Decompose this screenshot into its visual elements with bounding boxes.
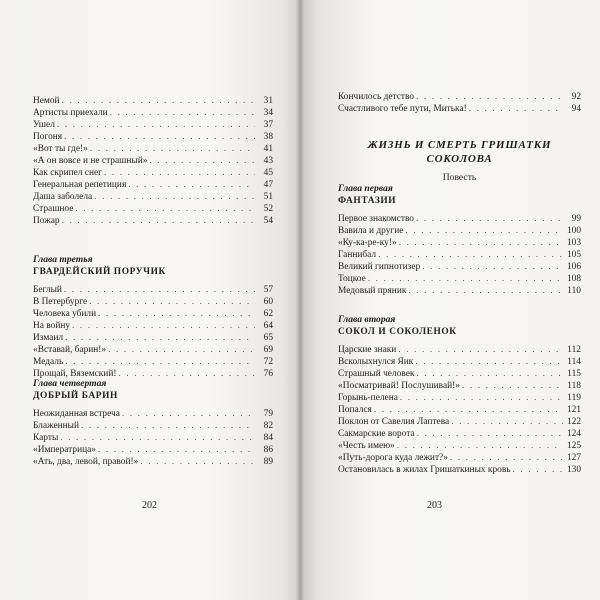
dot-leader: [94, 191, 255, 203]
chapter-label: Глава вторая: [338, 314, 396, 325]
dot-leader: [60, 432, 255, 444]
dot-leader: [368, 273, 563, 285]
toc-entry-page: 45: [263, 168, 273, 178]
dot-leader: [513, 464, 563, 476]
toc-entry-title: Как скрипел снег: [33, 168, 102, 178]
toc-entry: [33, 119, 273, 131]
page-number: 202: [142, 500, 157, 511]
toc-entry: [338, 344, 581, 356]
toc-entry: [338, 103, 581, 115]
toc-entry-title: Генеральная репетиция: [33, 180, 127, 190]
toc-entry-page: 64: [263, 321, 273, 331]
dot-leader: [104, 167, 255, 179]
toc-entry-title: Вавила и другие: [338, 226, 404, 236]
toc-entry-page: 130: [566, 465, 581, 475]
toc-entry-title: Сакмарские ворота: [338, 429, 415, 439]
toc-entry: [33, 356, 273, 368]
toc-entry: [338, 249, 581, 261]
toc-entry-title: «Ать, два, левой, правой!»: [33, 457, 139, 467]
toc-entry: [338, 285, 581, 297]
dot-leader: [81, 420, 255, 432]
toc-entry-page: 31: [263, 96, 273, 106]
toc-entry: [338, 392, 581, 404]
toc-entry-page: 125: [566, 441, 581, 451]
toc-entry-page: 122: [566, 417, 581, 427]
toc-entry-title: Поклон от Савелия Лаптева: [338, 417, 450, 427]
toc-entry-page: 65: [263, 333, 273, 343]
page-number: 203: [427, 500, 442, 511]
toc-entry-title: Страшный человек: [338, 369, 415, 379]
toc-entry-title: Ушел: [33, 120, 55, 130]
toc-entry-page: 62: [263, 309, 273, 319]
toc-entry-title: Кончилось детство: [338, 92, 415, 102]
toc-entry: [33, 167, 273, 179]
toc-entry: [33, 320, 273, 332]
toc-entry-title: Страшное: [33, 204, 74, 214]
toc-entry-page: 76: [263, 369, 273, 379]
toc-entry: [33, 95, 273, 107]
toc-entry-page: 54: [263, 216, 273, 226]
toc-entry-title: Погоня: [33, 132, 63, 142]
toc-entry-page: 100: [566, 226, 581, 236]
toc-entry-page: 60: [263, 297, 273, 307]
toc-entry: [33, 215, 273, 227]
toc-entry-title: Счастливого тебе пути, Митька!: [338, 104, 467, 114]
dot-leader: [415, 356, 563, 368]
toc-entry: [33, 444, 273, 456]
toc-entry-page: 41: [263, 144, 273, 154]
dot-leader: [469, 103, 563, 115]
toc-entry: [33, 344, 273, 356]
toc-entry-title: Человека убили: [33, 309, 97, 319]
dot-leader: [57, 119, 255, 131]
toc-entry: [338, 356, 581, 368]
toc-entry-page: 112: [567, 345, 581, 355]
toc-entry-title: Попался: [338, 405, 372, 415]
chapter-2-section: [338, 314, 581, 476]
toc-entry-page: 82: [263, 421, 273, 431]
chapter-title: ГВАРДЕЙСКИЙ ПОРУЧИК: [33, 267, 166, 277]
dot-leader: [75, 203, 255, 215]
toc-entry: [338, 452, 581, 464]
toc-entry-page: 119: [567, 393, 581, 403]
toc-entry-page: 127: [566, 453, 581, 463]
dot-leader: [90, 143, 255, 155]
toc-entry: [33, 191, 273, 203]
toc-entry-title: Измаил: [33, 333, 64, 343]
dot-leader: [451, 416, 563, 428]
toc-entry-title: Первое знакомство: [338, 214, 414, 224]
toc-entry: [338, 440, 581, 452]
toc-entry: [338, 404, 581, 416]
toc-entry-page: 34: [263, 108, 273, 118]
dot-leader: [450, 452, 563, 464]
toc-list: [338, 344, 581, 476]
toc-entry-title: Великий гипнотизер: [338, 262, 421, 272]
toc-entry: [33, 296, 273, 308]
dot-leader: [408, 285, 563, 297]
toc-entry-page: 121: [566, 405, 581, 415]
chapter-label: Глава первая: [338, 183, 393, 194]
dot-leader: [64, 284, 255, 296]
toc-entry-title: На войну: [33, 321, 71, 331]
toc-entry-title: «Путь-дорога куда лежит?»: [338, 453, 448, 463]
toc-entry-title: «Вот ты где!»: [33, 144, 88, 154]
dot-leader: [400, 392, 563, 404]
right-page: [300, 0, 600, 600]
toc-list: [338, 213, 581, 297]
toc-group-1: [33, 95, 273, 227]
toc-entry-title: Ганнибал: [338, 250, 377, 260]
toc-entry-title: «Вставай, барин!»: [33, 345, 107, 355]
toc-entry-page: 108: [566, 274, 581, 284]
dot-leader: [416, 368, 563, 380]
dot-leader: [62, 215, 255, 227]
toc-entry-page: 94: [571, 104, 581, 114]
toc-entry: [338, 237, 581, 249]
toc-entry-title: Неожиданная встреча: [33, 409, 120, 419]
chapter-title: ДОБРЫЙ БАРИН: [33, 391, 118, 401]
toc-entry-page: 52: [263, 204, 273, 214]
book-gutter: [296, 0, 304, 600]
dot-leader: [398, 344, 563, 356]
toc-entry-page: 37: [263, 120, 273, 130]
toc-entry: [338, 368, 581, 380]
toc-entry-title: Царские знаки: [338, 345, 397, 355]
dot-leader: [416, 213, 563, 225]
toc-entry: [338, 273, 581, 285]
dot-leader: [417, 428, 563, 440]
toc-entry: [33, 203, 273, 215]
toc-entry-title: Медаль: [33, 357, 64, 367]
dot-leader: [140, 456, 255, 468]
dot-leader: [65, 332, 255, 344]
toc-entry-title: Медовый пряник: [338, 286, 407, 296]
toc-entry: [33, 131, 273, 143]
toc-entry-page: 99: [571, 214, 581, 224]
toc-entry: [33, 179, 273, 191]
story-subtitle: Повесть: [442, 172, 477, 183]
toc-entry-title: Беглый: [33, 285, 62, 295]
dot-leader: [128, 179, 255, 191]
toc-entry-page: 47: [263, 180, 273, 190]
dot-leader: [65, 356, 255, 368]
dot-leader: [108, 344, 255, 356]
dot-leader: [422, 261, 563, 273]
dot-leader: [374, 404, 563, 416]
chapter-label: Глава четвертая: [33, 378, 107, 389]
dot-leader: [462, 380, 563, 392]
toc-entry: [33, 408, 273, 420]
toc-entry-title: Всколыхнулся Яик: [338, 357, 414, 367]
toc-entry-title: «А он вовсе и не страшный»: [33, 156, 148, 166]
toc-entry-page: 92: [571, 92, 581, 102]
toc-entry: [338, 213, 581, 225]
toc-list: [33, 284, 273, 380]
toc-entry-title: «Посматривай! Послушивай!»: [338, 381, 460, 391]
dot-leader: [110, 107, 255, 119]
toc-entry-title: «Ку-ка-ре-ку!»: [338, 238, 397, 248]
chapter-3-section: [33, 254, 273, 380]
toc-entry-title: Пожар: [33, 216, 60, 226]
toc-entry: [33, 332, 273, 344]
toc-entry: [338, 380, 581, 392]
toc-entry-page: 89: [263, 457, 273, 467]
toc-entry-title: Артисты приехали: [33, 108, 108, 118]
toc-entry: [338, 261, 581, 273]
toc-entry: [33, 284, 273, 296]
toc-entry: [33, 308, 273, 320]
chapter-title: ФАНТАЗИИ: [338, 196, 397, 206]
toc-entry-page: 110: [567, 286, 581, 296]
dot-leader: [399, 237, 563, 249]
toc-entry-page: 43: [263, 156, 273, 166]
chapter-1-section: [338, 183, 581, 297]
dot-leader: [89, 296, 255, 308]
toc-entry-title: Тоцкое: [338, 274, 366, 284]
toc-entry: [338, 91, 581, 103]
toc-entry-page: 115: [567, 369, 581, 379]
dot-leader: [72, 320, 255, 332]
dot-leader: [122, 408, 255, 420]
chapter-title: СОКОЛ И СОКОЛЕНОК: [338, 327, 457, 337]
toc-entry-page: 72: [263, 357, 273, 367]
toc-entry-title: Прощай, Вяземский!: [33, 369, 117, 379]
toc-entry-page: 86: [263, 445, 273, 455]
toc-entry-page: 84: [263, 433, 273, 443]
toc-entry-title: Карты: [33, 433, 59, 443]
toc-entry-page: 38: [263, 132, 273, 142]
dot-leader: [98, 444, 255, 456]
toc-list: [33, 408, 273, 468]
toc-entry-title: Горынь-пелена: [338, 393, 398, 403]
dot-leader: [64, 131, 255, 143]
toc-entry: [33, 420, 273, 432]
toc-entry-title: Блаженный: [33, 421, 79, 431]
dot-leader: [397, 440, 563, 452]
toc-entry-page: 114: [567, 357, 581, 367]
toc-entry-page: 118: [567, 381, 581, 391]
story-heading: [338, 138, 581, 184]
dot-leader: [378, 249, 563, 261]
chapter-label: Глава третья: [33, 254, 93, 265]
toc-entry: [338, 464, 581, 476]
toc-entry-page: 57: [263, 285, 273, 295]
dot-leader: [149, 155, 255, 167]
toc-entry: [338, 428, 581, 440]
toc-entry-page: 103: [566, 238, 581, 248]
dot-leader: [416, 91, 563, 103]
toc-entry-page: 79: [263, 409, 273, 419]
toc-entry-title: «Императрица»: [33, 445, 96, 455]
toc-entry: [33, 456, 273, 468]
toc-entry-page: 51: [263, 192, 273, 202]
toc-entry: [33, 155, 273, 167]
toc-entry: [33, 107, 273, 119]
toc-entry-title: Остановилась в жилах Гришаткиных кровь: [338, 465, 511, 475]
dot-leader: [62, 95, 255, 107]
toc-entry-page: 105: [566, 250, 581, 260]
toc-entry: [33, 143, 273, 155]
toc-entry: [338, 416, 581, 428]
toc-entry-page: 69: [263, 345, 273, 355]
toc-entry-title: В Петербурге: [33, 297, 88, 307]
toc-entry-page: 124: [566, 429, 581, 439]
toc-entry: [338, 225, 581, 237]
toc-entry-page: 106: [566, 262, 581, 272]
toc-entry: [33, 432, 273, 444]
dot-leader: [405, 225, 563, 237]
toc-entry-title: Немой: [33, 96, 60, 106]
toc-entry-title: «Честь имею»: [338, 441, 395, 451]
chapter-4-section: [33, 378, 273, 468]
toc-entry-title: Даша заболела: [33, 192, 93, 202]
toc-top-items: [338, 91, 581, 115]
story-title: ЖИЗНЬ И СМЕРТЬ ГРИШАТКИ СОКОЛОВА: [367, 139, 552, 165]
dot-leader: [98, 308, 255, 320]
